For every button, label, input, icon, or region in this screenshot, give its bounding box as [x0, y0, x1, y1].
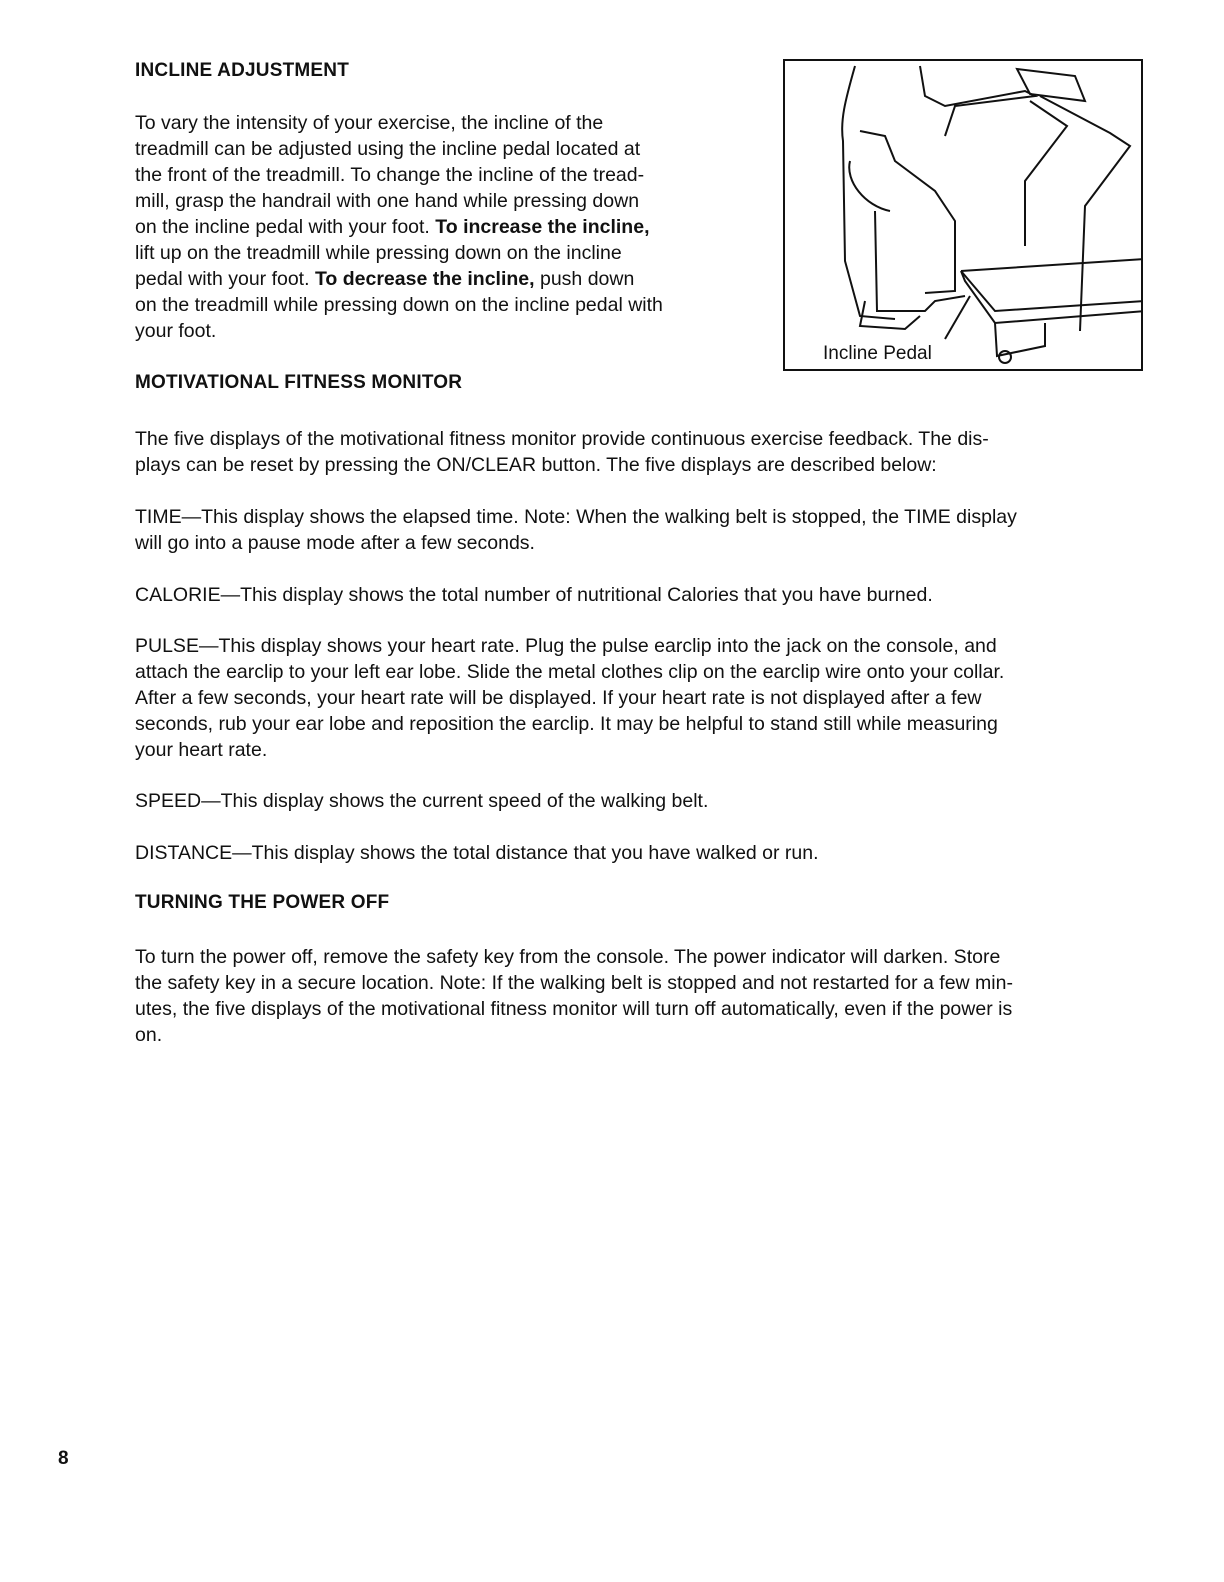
text-run: To vary the intensity of your exercise, the incline of the [135, 112, 604, 134]
text-run: PULSE—This display shows your heart rate. Plug the pulse earclip into the jack on the console, and [135, 635, 997, 657]
text-line [135, 266, 663, 292]
text-run: will go into a pause mode after a few seconds. [135, 532, 535, 554]
paragraph-time [135, 504, 1017, 556]
text-line [135, 685, 1004, 711]
text-line [135, 711, 1004, 737]
text-run: your heart rate. [135, 739, 268, 761]
text-line [135, 318, 663, 344]
text-run: CALORIE—This display shows the total number of nutritional Calories that you have burned. [135, 584, 933, 606]
paragraph-pulse [135, 633, 1004, 763]
text-run: treadmill can be adjusted using the incline pedal located at [135, 138, 641, 160]
text-run: pedal with your foot. [135, 268, 315, 290]
text-line [135, 504, 1017, 530]
text-line [135, 426, 989, 452]
text-run: seconds, rub your ear lobe and reposition the earclip. It may be helpful to stand still while measuring [135, 713, 998, 735]
text-run: To turn the power off, remove the safety key from the console. The power indicator will darken. Store [135, 946, 1001, 968]
text-run: mill, grasp the handrail with one hand while pressing down [135, 190, 640, 212]
text-line [135, 452, 989, 478]
text-line [135, 1022, 1013, 1048]
treadmill-illustration [785, 61, 1143, 371]
text-line [135, 944, 1013, 970]
text-run: lift up on the treadmill while pressing down on the incline [135, 242, 622, 264]
text-run: plays can be reset by pressing the ON/CLEAR button. The five displays are described below: [135, 454, 937, 476]
heading-incline-adjustment: INCLINE ADJUSTMENT [135, 60, 350, 81]
heading-motivational-fitness-monitor: MOTIVATIONAL FITNESS MONITOR [135, 372, 463, 393]
text-run: the front of the treadmill. To change the incline of the tread- [135, 164, 645, 186]
text-line [135, 633, 1004, 659]
incline-pedal-label: Incline Pedal [823, 343, 932, 364]
text-run: push down [534, 268, 635, 290]
text-line [135, 788, 708, 814]
paragraph-incline [135, 110, 663, 344]
text-run: After a few seconds, your heart rate will be displayed. If your heart rate is not displayed after a few [135, 687, 982, 709]
text-run: attach the earclip to your left ear lobe. Slide the metal clothes clip on the earclip wire onto your collar. [135, 661, 1005, 683]
text-line [135, 136, 663, 162]
text-run: The five displays of the motivational fitness monitor provide continuous exercise feedback. The dis- [135, 428, 989, 450]
text-run: on the treadmill while pressing down on the incline pedal with [135, 294, 663, 316]
text-line [135, 840, 819, 866]
text-line [135, 970, 1013, 996]
text-line [135, 530, 1017, 556]
text-line [135, 188, 663, 214]
paragraph-monitor-intro [135, 426, 989, 478]
text-line [135, 214, 663, 240]
text-line [135, 162, 663, 188]
text-line [135, 292, 663, 318]
paragraph-speed [135, 788, 708, 814]
text-line [135, 582, 933, 608]
text-line [135, 110, 663, 136]
text-run: the safety key in a secure location. Note: If the walking belt is stopped and not restarted for a few min- [135, 972, 1013, 994]
incline-pedal-figure [783, 59, 1143, 371]
text-line [135, 737, 1004, 763]
text-line [135, 240, 663, 266]
paragraph-power-off [135, 944, 1013, 1048]
text-line [135, 996, 1013, 1022]
text-run: SPEED—This display shows the current speed of the walking belt. [135, 790, 709, 812]
text-run: TIME—This display shows the elapsed time. Note: When the walking belt is stopped, the TIME display [135, 506, 1017, 528]
bold-text: To decrease the incline, [314, 268, 535, 290]
paragraph-distance [135, 840, 819, 866]
paragraph-calorie [135, 582, 933, 608]
bold-text: To increase the incline, [435, 216, 650, 238]
heading-turning-power-off: TURNING THE POWER OFF [135, 892, 390, 913]
text-run: DISTANCE—This display shows the total distance that you have walked or run. [135, 842, 819, 864]
text-run: your foot. [135, 320, 217, 342]
text-run: utes, the five displays of the motivational fitness monitor will turn off automatically, even if the power is [135, 998, 1013, 1020]
text-run: on the incline pedal with your foot. [135, 216, 436, 238]
text-run: on. [135, 1024, 163, 1046]
text-line [135, 659, 1004, 685]
page-number: 8 [58, 1448, 69, 1469]
